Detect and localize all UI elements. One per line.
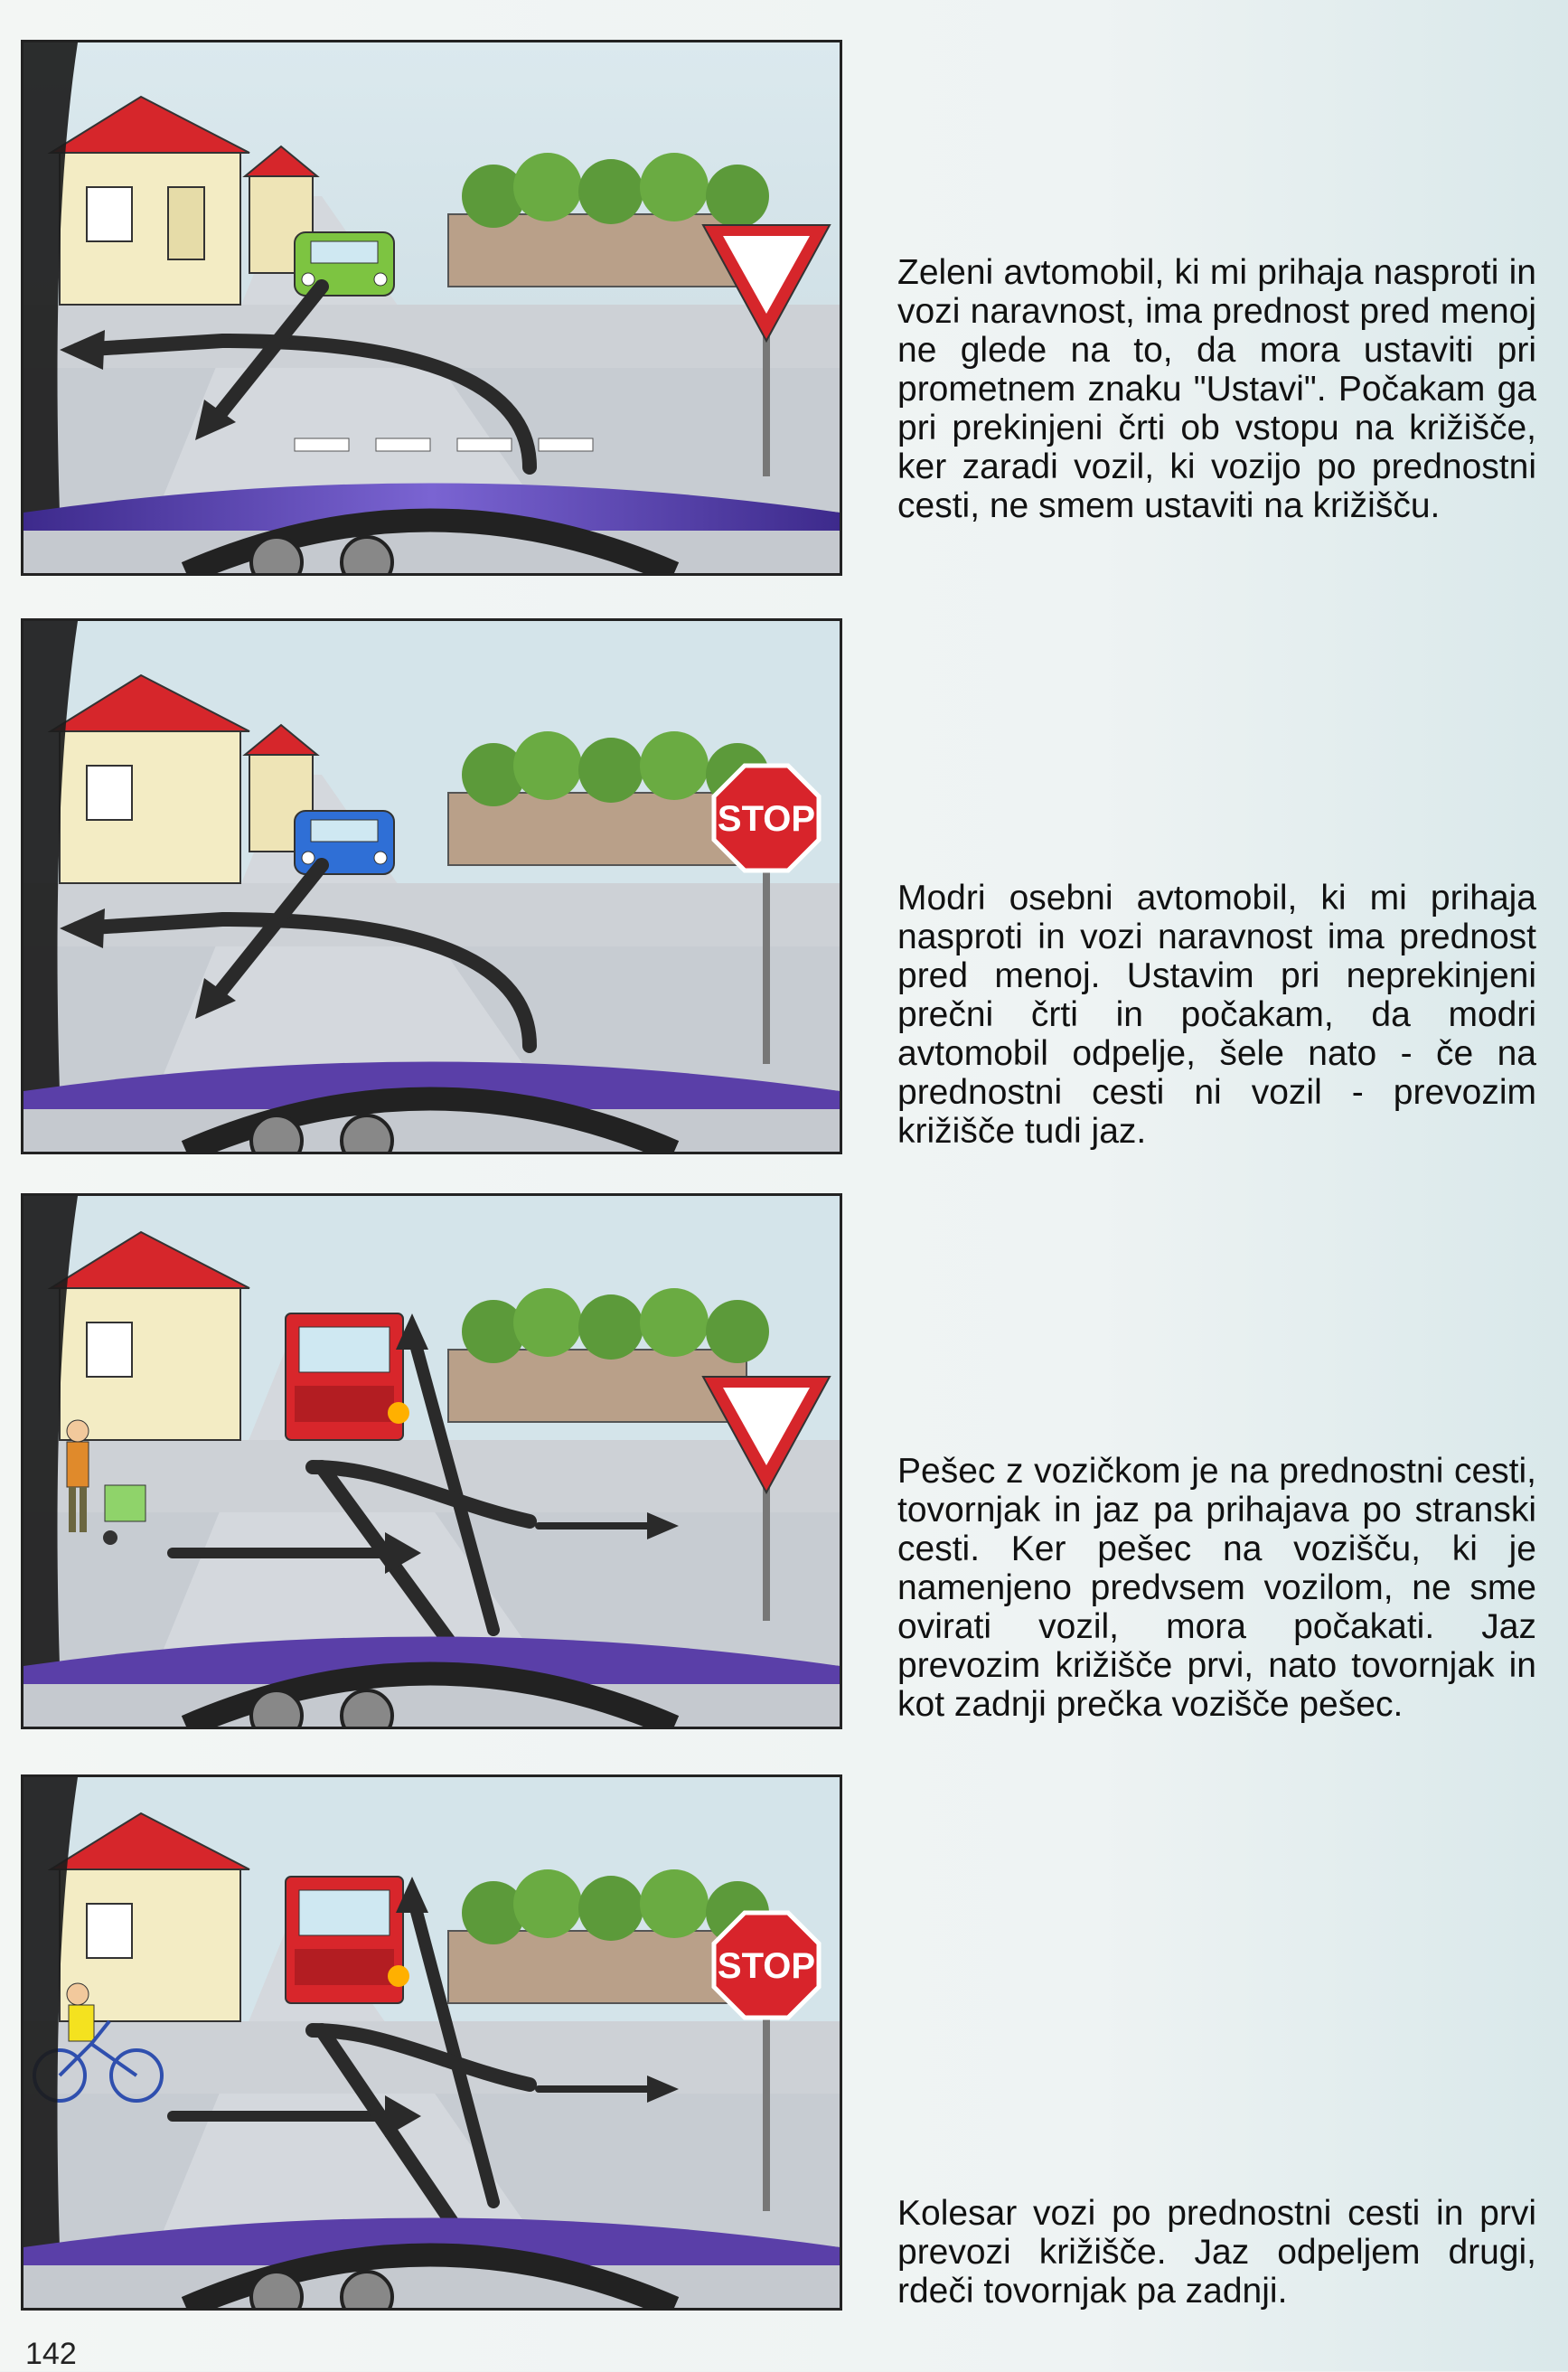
intersection-illustration-1	[23, 42, 840, 573]
caption-4: Kolesar vozi po prednostni cesti in prvi prevozi križišče. Jaz odpeljem drugi, rdeči tovornjak pa zadnji.	[897, 2194, 1536, 2311]
intersection-illustration-3	[23, 1196, 840, 1727]
wall-and-trees	[448, 153, 769, 287]
red-truck	[286, 1313, 409, 1440]
intersection-illustration-2	[23, 621, 840, 1152]
stop-sign-text: STOP	[717, 1946, 816, 1986]
blue-car	[295, 811, 394, 874]
green-car	[295, 232, 394, 296]
intersection-illustration-4	[23, 1777, 840, 2308]
figure-1	[21, 40, 842, 576]
figure-3	[21, 1193, 842, 1729]
stop-sign-text: STOP	[717, 799, 816, 839]
caption-2: Modri osebni avtomobil, ki mi prihaja nasproti in vozi naravnost ima prednost pred menoj. Ustavim pri neprekinjeni prečni črti in počakam, da modri avtomobil odpelje, šele nato - če na prednostni cesti ni vozil - prevozim križišče tudi jaz.	[897, 879, 1536, 1151]
page-number: 142	[25, 2337, 77, 2371]
figure-4	[21, 1774, 842, 2311]
caption-3: Pešec z vozičkom je na prednostni cesti, tovornjak in jaz pa prihajava po stranski cesti. Ker pešec na vozišču, ki je namenjeno predvsem vozilom, ne sme ovirati vozil, mora počakati. Jaz prevozim križišče prvi, nato tovornjak in kot zadnji prečka vozišče pešec.	[897, 1452, 1536, 1724]
figure-2	[21, 618, 842, 1154]
red-truck	[286, 1877, 409, 2003]
caption-1: Zeleni avtomobil, ki mi prihaja nasproti in vozi naravnost, ima prednost pred menoj ne glede na to, da mora ustaviti pri prometnem znaku "Ustavi". Počakam ga pri prekinjeni črti ob vstopu na križišče, ker zaradi vozil, ki vozijo po prednostni cesti, ne smem ustaviti na križišču.	[897, 253, 1536, 525]
